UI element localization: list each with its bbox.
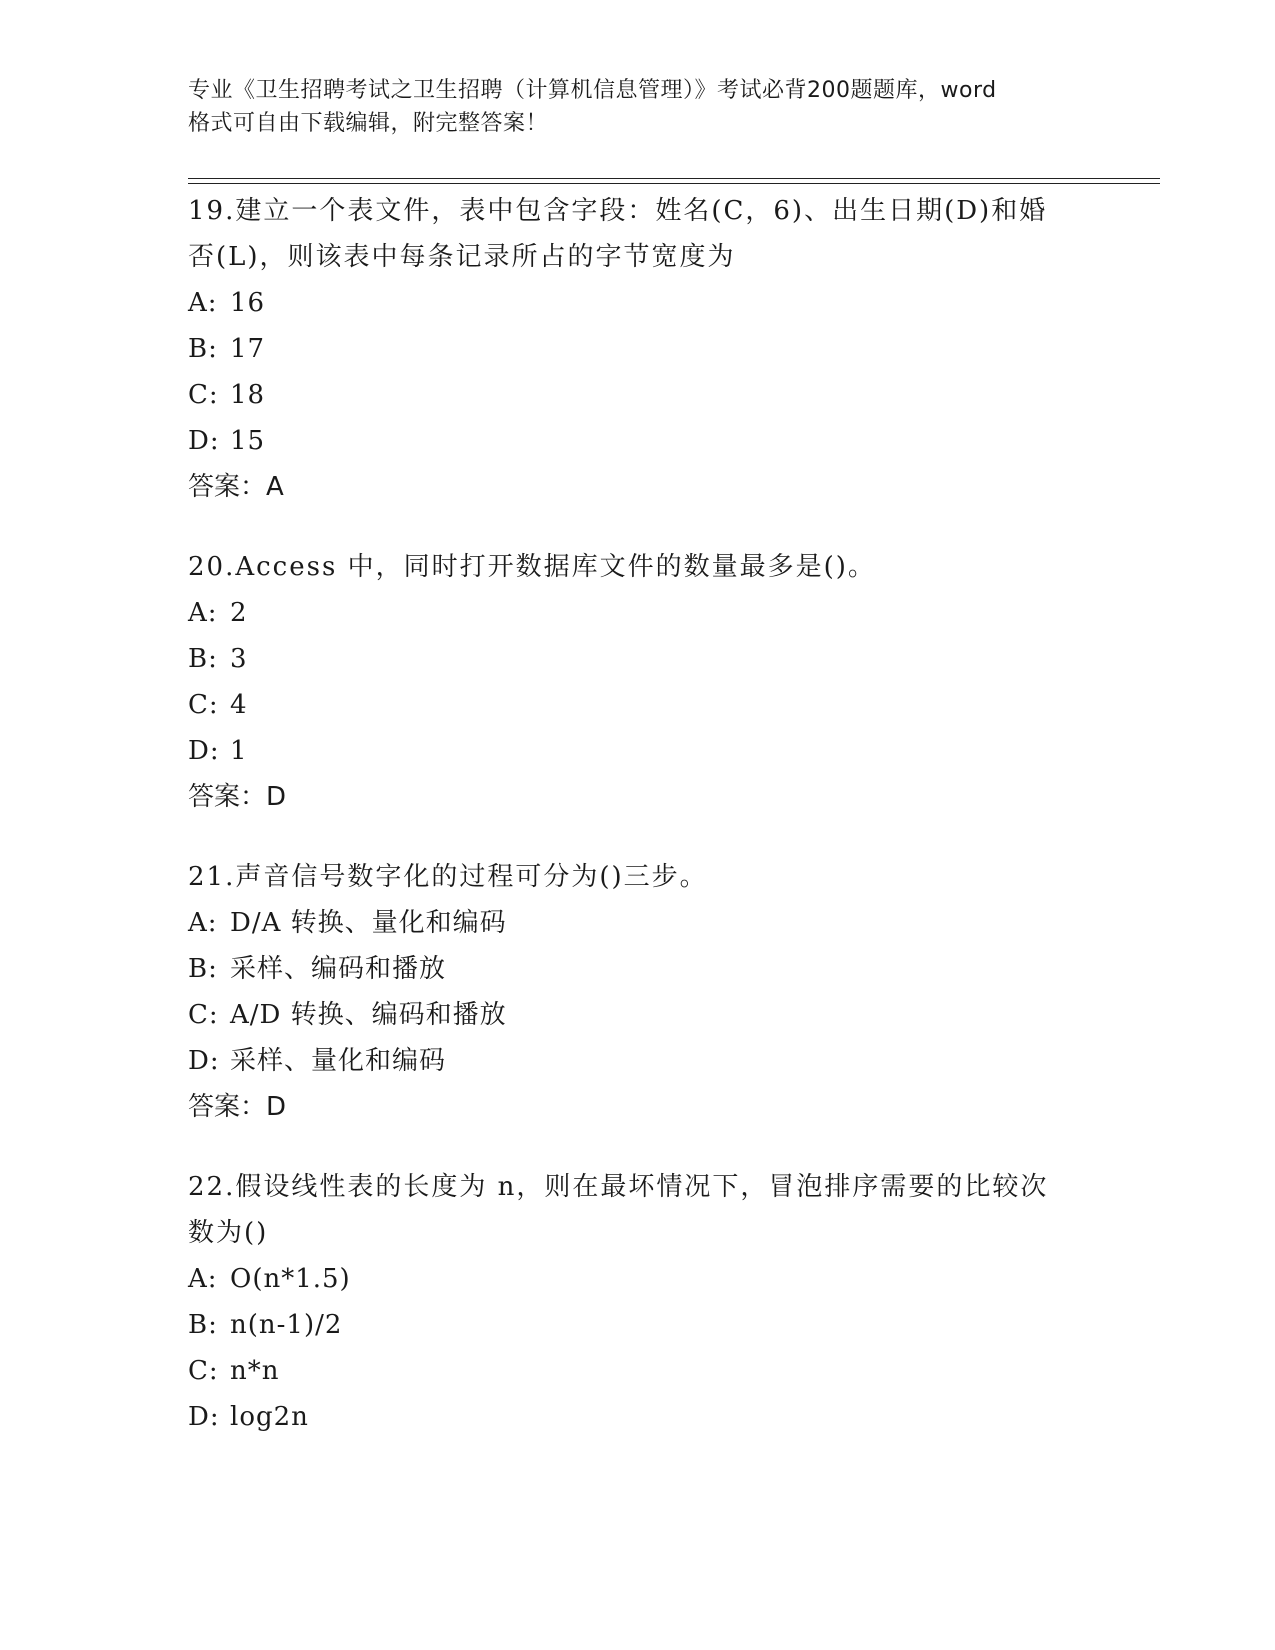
option-a [188, 1256, 1088, 1302]
answer: 答案：A [188, 472, 284, 502]
option-value: 2 [230, 598, 248, 628]
option-key: D: [188, 1046, 220, 1076]
option-key: B: [188, 334, 218, 364]
option-value: 17 [230, 334, 266, 364]
question-19 [188, 188, 1088, 510]
option-value: A/D 转换、编码和播放 [230, 1000, 507, 1030]
question-22 [188, 1164, 1088, 1440]
question-text: 21.声音信号数字化的过程可分为()三步。 [188, 862, 708, 892]
option-value: O(n*1.5) [230, 1264, 351, 1294]
question-21 [188, 854, 1088, 1130]
option-value: n*n [230, 1356, 280, 1386]
header-line-1: 专业《卫生招聘考试之卫生招聘（计算机信息管理）》考试必背200题题库，word [188, 78, 997, 103]
question-text-continued: 否(L)，则该表中每条记录所占的字节宽度为 [188, 242, 736, 272]
answer: 答案：D [188, 782, 287, 812]
option-c [188, 372, 1088, 418]
option-value: D/A 转换、量化和编码 [230, 908, 507, 938]
option-d [188, 1038, 1088, 1084]
document-header [188, 74, 1088, 140]
option-c [188, 682, 1088, 728]
option-key: D: [188, 736, 220, 766]
option-key: B: [188, 644, 218, 674]
option-key: B: [188, 1310, 218, 1340]
option-key: D: [188, 426, 220, 456]
option-value: 采样、编码和播放 [230, 954, 447, 984]
option-value: 15 [230, 426, 266, 456]
header-line-2: 格式可自由下载编辑，附完整答案！ [188, 111, 549, 136]
option-a [188, 590, 1088, 636]
option-key: D: [188, 1402, 220, 1432]
option-a [188, 900, 1088, 946]
option-key: C: [188, 380, 219, 410]
option-c [188, 992, 1088, 1038]
option-d [188, 728, 1088, 774]
answer: 答案：D [188, 1092, 287, 1122]
question-20 [188, 544, 1088, 820]
question-text: 20.Access 中，同时打开数据库文件的数量最多是()。 [188, 552, 876, 582]
option-value: 采样、量化和编码 [230, 1046, 447, 1076]
option-c [188, 1348, 1088, 1394]
option-value: 16 [230, 288, 266, 318]
question-text: 22.假设线性表的长度为 n，则在最坏情况下，冒泡排序需要的比较次 [188, 1172, 1049, 1202]
option-key: A: [188, 598, 218, 628]
option-value: 4 [230, 690, 248, 720]
header-divider-top [188, 178, 1160, 179]
option-key: C: [188, 1000, 219, 1030]
option-key: A: [188, 1264, 218, 1294]
option-key: C: [188, 690, 219, 720]
option-b [188, 326, 1088, 372]
option-b [188, 1302, 1088, 1348]
option-key: A: [188, 908, 218, 938]
question-text-continued: 数为() [188, 1218, 269, 1248]
option-b [188, 636, 1088, 682]
question-list [188, 188, 1088, 1474]
option-d [188, 1394, 1088, 1440]
option-value: 3 [230, 644, 248, 674]
header-divider-bottom [188, 183, 1160, 184]
option-a [188, 280, 1088, 326]
option-value: log2n [230, 1402, 309, 1432]
option-value: n(n-1)/2 [230, 1310, 343, 1340]
option-key: A: [188, 288, 218, 318]
option-key: B: [188, 954, 218, 984]
option-value: 1 [230, 736, 248, 766]
question-text: 19.建立一个表文件，表中包含字段：姓名(C，6)、出生日期(D)和婚 [188, 196, 1048, 226]
option-b [188, 946, 1088, 992]
option-d [188, 418, 1088, 464]
option-value: 18 [230, 380, 266, 410]
option-key: C: [188, 1356, 219, 1386]
